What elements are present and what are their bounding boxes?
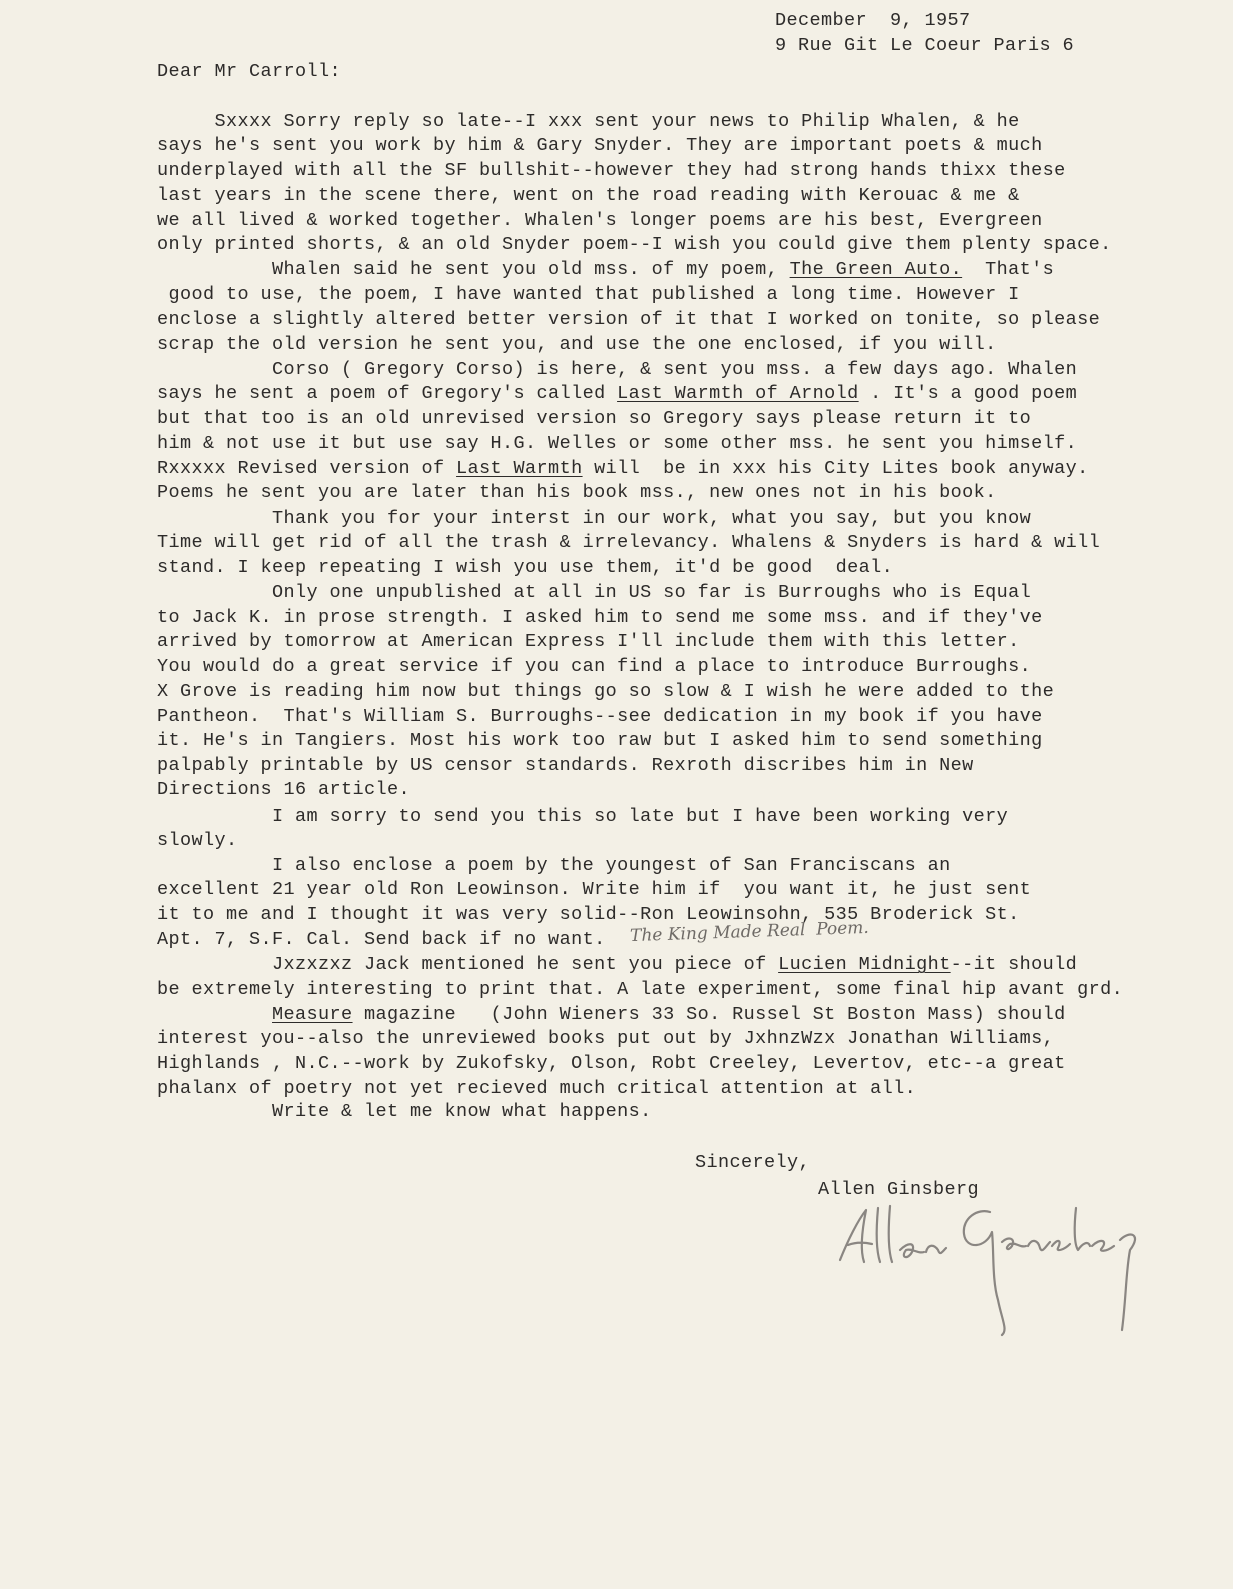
body-line-12: says he sent a poem of Gregory's called Last Warmth of Arnold . It's a good poem (157, 383, 1078, 404)
body-line-20: Only one unpublished at all in US so far is Burroughs who is Equal (157, 582, 1032, 603)
body-line-18: Time will get rid of all the trash & irrelevancy. Whalens & Snyders is hard & will (157, 532, 1101, 553)
body-line-27: palpably printable by US censor standards. Rexroth discribes him in New (157, 755, 974, 776)
body-line-6: only printed shorts, & an old Snyder poem--I wish you could give them plenty space. (157, 234, 1112, 255)
body-line-30: slowly. (157, 830, 238, 851)
sender-address: 9 Rue Git Le Coeur Paris 6 (775, 35, 1075, 56)
signature (830, 1190, 1180, 1340)
signature-text: Allen Ginsberg (830, 1338, 845, 1339)
lucien-midnight-title: Lucien Midnight (778, 954, 951, 975)
body-line-14: him & not use it but use say H.G. Welles or some other mss. he sent you himself. (157, 433, 1078, 454)
body-line-5: we all lived & worked together. Whalen's longer poems are his best, Evergreen (157, 210, 1043, 231)
green-auto-title: The Green Auto. (789, 259, 963, 280)
body-line-29: I am sorry to send you this so late but I have been working very (157, 806, 1009, 827)
body-line-4: last years in the scene there, went on the road reading with Kerouac & me & (157, 185, 1020, 206)
body-line-1: Sxxxx Sorry reply so late--I xxx sent your news to Philip Whalen, & he (157, 111, 1020, 132)
body-line-8: good to use, the poem, I have wanted that published a long time. However I (157, 284, 1020, 305)
letter-date: December 9, 1957 (775, 10, 971, 31)
body-line-36: be extremely interesting to print that. A late experiment, some final hip avant grd. (157, 979, 1124, 1000)
measure-title: Measure (272, 1004, 353, 1025)
salutation: Dear Mr Carroll: (157, 61, 342, 82)
body-line-10: scrap the old version he sent you, and use the one enclosed, if you will. (157, 334, 997, 355)
body-line-38: interest you--also the unreviewed books put out by JxhnzWzx Jonathan Williams, (157, 1028, 1055, 1049)
body-line-40: phalanx of poetry not yet recieved much critical attention at all. (157, 1078, 917, 1099)
body-line-3: underplayed with all the SF bullshit--however they had strong hands thixx these (157, 160, 1066, 181)
body-line-33: it to me and I thought it was very solid--Ron Leowinsohn, 535 Broderick St. (157, 904, 1020, 925)
body-line-23: You would do a great service if you can find a place to introduce Burroughs. (157, 656, 1032, 677)
body-line-19: stand. I keep repeating I wish you use them, it'd be good deal. (157, 557, 894, 578)
body-line-2: says he's sent you work by him & Gary Snyder. They are important poets & much (157, 135, 1043, 156)
body-line-7: Whalen said he sent you old mss. of my poem, The Green Auto. That's (157, 259, 1055, 280)
body-line-17: Thank you for your interst in our work, what you say, but you know (157, 508, 1032, 529)
arnold-title: Last Warmth of Arnold (617, 383, 859, 404)
signer-name: Allen Ginsberg (818, 1179, 980, 1200)
handwritten-note: The King Made Real Poem. (629, 917, 870, 947)
body-line-9: enclose a slightly altered better version of it that I worked on tonite, so please (157, 309, 1101, 330)
body-line-16: Poems he sent you are later than his book mss., new ones not in his book. (157, 482, 997, 503)
body-line-41: Write & let me know what happens. (157, 1101, 652, 1122)
body-line-15: Rxxxxx Revised version of Last Warmth will be in xxx his City Lites book anyway. (157, 458, 1089, 479)
body-line-13: but that too is an old unrevised version so Gregory says please return it to (157, 408, 1032, 429)
body-line-26: it. He's in Tangiers. Most his work too raw but I asked him to send something (157, 730, 1043, 751)
body-line-37: Measure magazine (John Wieners 33 So. Russel St Boston Mass) should (272, 1004, 1066, 1025)
body-line-25: Pantheon. That's William S. Burroughs--see dedication in my book if you have (157, 706, 1043, 727)
body-line-35: Jxzxzxz Jack mentioned he sent you piece of Lucien Midnight--it should (157, 954, 1078, 975)
body-line-21: to Jack K. in prose strength. I asked him to send me some mss. and if they've (157, 607, 1043, 628)
body-line-24: X Grove is reading him now but things go so slow & I wish he were added to the (157, 681, 1055, 702)
body-line-31: I also enclose a poem by the youngest of San Franciscans an (157, 855, 951, 876)
closing: Sincerely, (695, 1152, 811, 1173)
body-line-22: arrived by tomorrow at American Express I'll include them with this letter. (157, 631, 1020, 652)
body-line-32: excellent 21 year old Ron Leowinson. Write him if you want it, he just sent (157, 879, 1032, 900)
body-line-34: Apt. 7, S.F. Cal. Send back if no want. (157, 929, 606, 950)
last-warmth-title: Last Warmth (456, 458, 583, 479)
body-line-11: Corso ( Gregory Corso) is here, & sent you mss. a few days ago. Whalen (157, 359, 1078, 380)
body-line-28: Directions 16 article. (157, 779, 411, 800)
body-line-39: Highlands , N.C.--work by Zukofsky, Olson, Robt Creeley, Levertov, etc--a great (157, 1053, 1066, 1074)
